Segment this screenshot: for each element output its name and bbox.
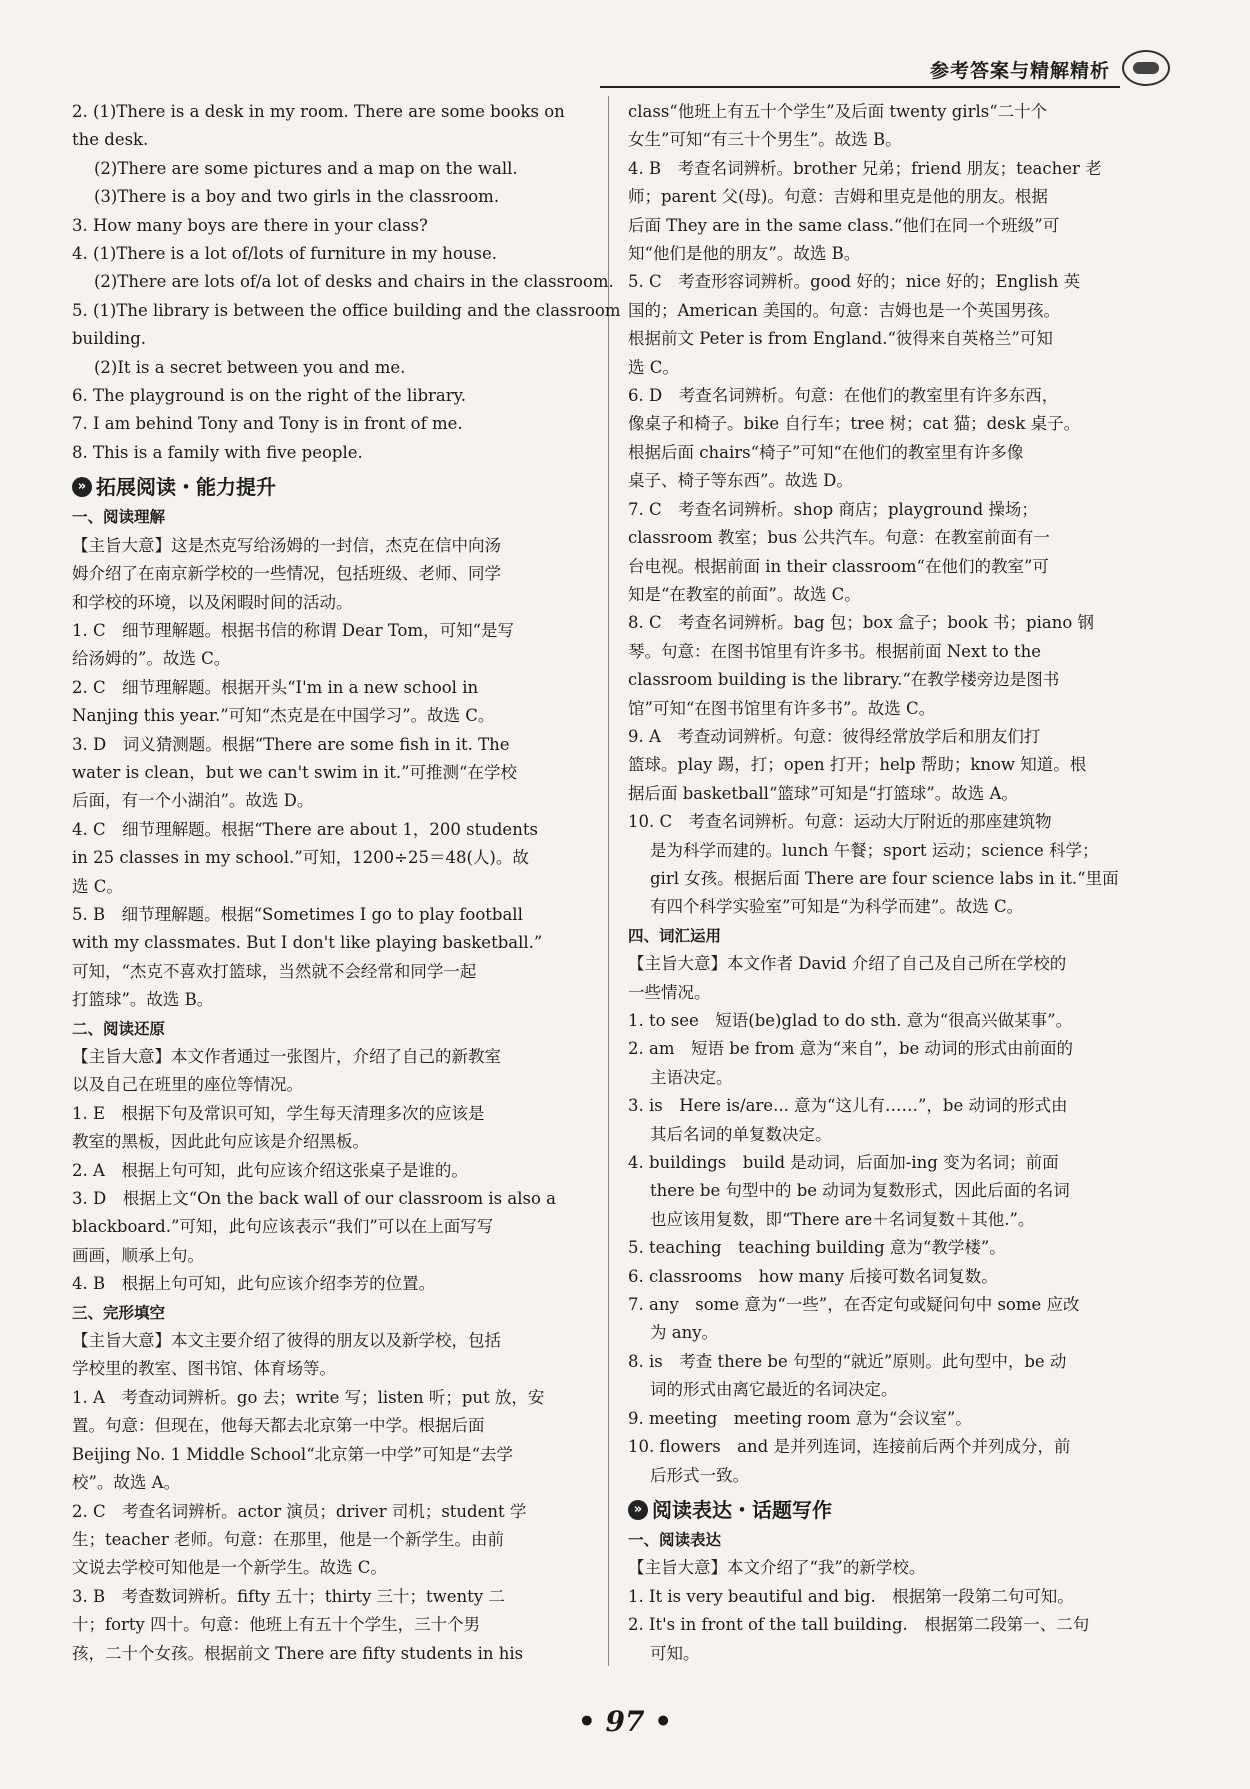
text-line: 8. This is a family with five people. — [72, 442, 363, 462]
text-line: 4. B 根据上句可知，此句应该介绍李芳的位置。 — [72, 1274, 436, 1294]
text-line: 1. It is very beautiful and big. 根据第一段第二句可知。 — [628, 1586, 1074, 1606]
text-line: 10. flowers and 是并列连词，连接前后两个并列成分，前 — [628, 1437, 1071, 1457]
text-line: (2)It is a secret between you and me. — [94, 357, 406, 377]
text-line: with my classmates. But I don't like playing basketball.” — [72, 933, 543, 953]
text-line: 知是“在教室的前面”。故选 C。 — [628, 584, 861, 604]
text-line: 2. C 细节理解题。根据开头“I'm in a new school in — [72, 677, 479, 697]
text-line: 桌子、椅子等东西”。故选 D。 — [628, 471, 853, 491]
subsection-heading: 四、词汇运用 — [628, 926, 722, 945]
section-heading — [628, 1494, 1148, 1526]
section-heading-text: 阅读表达・话题写作 — [652, 1497, 832, 1522]
text-line: 孩，二十个女孩。根据前文 There are fifty students in his — [72, 1643, 524, 1663]
text-line: there be 句型中的 be 动词为复数形式，因此后面的名词 — [650, 1181, 1070, 1201]
text-line: 十；forty 四十。句意：他班上有五十个学生，三十个男 — [72, 1615, 481, 1635]
subsection-heading: 一、阅读表达 — [628, 1530, 722, 1549]
text-line: 女生”可知“有三十个男生”。故选 B。 — [628, 130, 902, 150]
text-line: 5. C 考查形容词辨析。good 好的；nice 好的；English 英 — [628, 272, 1081, 292]
text-line: 是为科学而建的。lunch 午餐；sport 运动；science 科学； — [650, 840, 1099, 860]
text-line: 其后名词的单复数决定。 — [650, 1124, 832, 1144]
text-line: classroom building is the library.“在教学楼旁边是图书 — [628, 670, 1060, 690]
text-line: 9. A 考查动词辨析。句意：彼得经常放学后和朋友们打 — [628, 726, 1041, 746]
text-line: 置。句意：但现在，他每天都去北京第一中学。根据后面 — [72, 1416, 485, 1436]
text-line: 【主旨大意】本文主要介绍了彼得的朋友以及新学校，包括 — [72, 1331, 501, 1351]
text-line: 9. meeting meeting room 意为“会议室”。 — [628, 1408, 972, 1428]
page-header — [590, 48, 1190, 88]
text-line: 词的形式由离它最近的名词决定。 — [650, 1380, 898, 1400]
text-line: 【主旨大意】本文作者 David 介绍了自己及自己所在学校的 — [628, 954, 1067, 974]
text-line: 后形式一致。 — [650, 1465, 749, 1485]
text-line: 画画，顺承上句。 — [72, 1245, 204, 1265]
text-line: 后面 They are in the same class.“他们在同一个班级”可 — [628, 215, 1060, 235]
text-line: 可知。 — [650, 1643, 700, 1663]
text-line: 根据前文 Peter is from England.“彼得来自英格兰”可知 — [628, 329, 1053, 349]
text-line: 有四个科学实验室”可知是“为科学而建”。故选 C。 — [650, 897, 1024, 917]
text-line: in 25 classes in my school.”可知，1200÷25＝48(人)。故 — [72, 848, 529, 868]
text-line: 和学校的环境，以及闲暇时间的活动。 — [72, 592, 353, 612]
text-line: 4. B 考查名词辨析。brother 兄弟；friend 朋友；teacher 老 — [628, 158, 1102, 178]
text-line: 2. am 短语 be from 意为“来自”，be 动词的形式由前面的 — [628, 1039, 1074, 1059]
text-line: 学校里的教室、图书馆、体育场等。 — [72, 1359, 336, 1379]
text-line: water is clean，but we can't swim in it.”可推测“在学校 — [72, 762, 517, 782]
text-line: 主语决定。 — [650, 1067, 733, 1087]
text-line: 可知，“杰克不喜欢打篮球，当然就不会经常和同学一起 — [72, 961, 477, 981]
text-line: 8. C 考查名词辨析。bag 包；box 盒子；book 书；piano 钢 — [628, 613, 1095, 633]
section-heading — [72, 471, 592, 503]
text-line: 1. E 根据下句及常识可知，学生每天清理多次的应该是 — [72, 1103, 485, 1123]
text-line: 4. C 细节理解题。根据“There are about 1，200 students — [72, 819, 538, 839]
text-line: 3. D 根据上文“On the back wall of our classroom is also a — [72, 1189, 556, 1209]
subsection-heading: 一、阅读理解 — [72, 508, 166, 527]
text-line: 2. It's in front of the tall building. 根据第二段第一、二句 — [628, 1615, 1090, 1635]
text-line: 篮球。play 踢，打；open 打开；help 帮助；know 知道。根 — [628, 755, 1087, 775]
text-line: 5. (1)The library is between the office building and the classroom — [72, 300, 621, 320]
text-line: 【主旨大意】本文作者通过一张图片，介绍了自己的新教室 — [72, 1047, 501, 1066]
text-line: 以及自己在班里的座位等情况。 — [72, 1075, 303, 1095]
section-arrow-icon: » — [72, 477, 92, 497]
text-line: 姆介绍了在南京新学校的一些情况，包括班级、老师、同学 — [72, 564, 501, 584]
text-line: 【主旨大意】这是杰克写给汤姆的一封信，杰克在信中向汤 — [72, 535, 501, 555]
page-number: • 97 • — [577, 1705, 673, 1738]
text-line: 【主旨大意】本文介绍了“我”的新学校。 — [628, 1558, 926, 1578]
text-line: 选 C。 — [72, 876, 123, 896]
text-line: 2. A 根据上句可知，此句应该介绍这张桌子是谁的。 — [72, 1160, 468, 1180]
text-line: 教室的黑板，因此此句应该是介绍黑板。 — [72, 1132, 369, 1152]
text-line: 给汤姆的”。故选 C。 — [72, 649, 231, 669]
text-line: 7. C 考查名词辨析。shop 商店；playground 操场； — [628, 499, 1038, 519]
header-rule — [600, 86, 1120, 88]
text-line: 6. classrooms how many 后接可数名词复数。 — [628, 1266, 998, 1286]
subsection-heading: 三、完形填空 — [72, 1303, 166, 1322]
text-line: 3. How many boys are there in your class? — [72, 215, 428, 235]
text-line: 4. buildings build 是动词，后面加-ing 变为名词；前面 — [628, 1153, 1059, 1173]
text-line: 5. teaching teaching building 意为“教学楼”。 — [628, 1238, 1006, 1258]
section-heading-text: 拓展阅读・能力提升 — [96, 475, 276, 500]
text-line: 为 any。 — [650, 1323, 719, 1343]
text-line: 6. The playground is on the right of the library. — [72, 386, 467, 406]
text-line: 台电视。根据前面 in their classroom“在他们的教室”可 — [628, 556, 1049, 576]
text-line: 1. C 细节理解题。根据书信的称谓 Dear Tom，可知“是写 — [72, 620, 515, 640]
text-line: 文说去学校可知他是一个新学生。故选 C。 — [72, 1558, 387, 1578]
left-column — [72, 98, 621, 1668]
text-line: 据后面 basketball“篮球”可知是“打篮球”。故选 A。 — [628, 783, 1018, 803]
text-line: Beijing No. 1 Middle School“北京第一中学”可知是“去学 — [72, 1444, 514, 1464]
text-line: 4. (1)There is a lot of/lots of furniture in my house. — [72, 244, 497, 264]
text-line: 琴。句意：在图书馆里有许多书。根据前面 Next to the — [628, 641, 1041, 661]
text-line: 国的；American 美国的。句意：吉姆也是一个英国男孩。 — [628, 300, 1060, 320]
text-line: 5. B 细节理解题。根据“Sometimes I go to play football — [72, 904, 523, 924]
text-line: (3)There is a boy and two girls in the classroom. — [94, 187, 500, 207]
text-line: class“他班上有五十个学生”及后面 twenty girls“二十个 — [628, 102, 1048, 121]
text-line: 3. is Here is/are... 意为“这儿有……”，be 动词的形式由 — [628, 1096, 1068, 1116]
book-logo-icon — [1122, 50, 1170, 86]
text-line: the desk. — [72, 130, 149, 150]
text-line: 一些情况。 — [628, 982, 711, 1002]
text-line: 像桌子和椅子。bike 自行车；tree 树；cat 猫；desk 桌子。 — [628, 414, 1081, 434]
text-line: 3. B 考查数词辨析。fifty 五十；thirty 三十；twenty 二 — [72, 1586, 505, 1606]
text-line: 打篮球”。故选 B。 — [72, 990, 214, 1010]
text-line: Nanjing this year.”可知“杰克是在中国学习”。故选 C。 — [72, 706, 495, 726]
text-line: 校”。故选 A。 — [72, 1473, 181, 1493]
text-line: 6. D 考查名词辨析。句意：在他们的教室里有许多东西， — [628, 386, 1059, 406]
text-line: 1. to see 短语(be)glad to do sth. 意为“很高兴做某事”。 — [628, 1011, 1073, 1030]
text-line: 2. C 考查名词辨析。actor 演员；driver 司机；student 学 — [72, 1501, 527, 1521]
text-line: 生；teacher 老师。句意：在那里，他是一个新学生。由前 — [72, 1529, 504, 1549]
right-column — [628, 98, 1148, 1668]
text-line: (2)There are some pictures and a map on the wall. — [94, 158, 518, 178]
text-line: 2. (1)There is a desk in my room. There are some books on — [72, 102, 565, 121]
text-line: 馆”可知“在图书馆里有许多书”。故选 C。 — [628, 698, 936, 718]
text-line: 选 C。 — [628, 357, 679, 377]
text-line: 1. A 考查动词辨析。go 去；write 写；listen 听；put 放，安 — [72, 1387, 545, 1407]
text-line: 8. is 考查 there be 句型的“就近”原则。此句型中，be 动 — [628, 1351, 1067, 1371]
text-line: girl 女孩。根据后面 There are four science labs in it.“里面 — [650, 868, 1119, 888]
text-line: 后面，有一个小湖泊”。故选 D。 — [72, 791, 314, 811]
text-line: 10. C 考查名词辨析。句意：运动大厅附近的那座建筑物 — [628, 812, 1052, 832]
section-arrow-icon: » — [628, 1500, 648, 1520]
text-line: 3. D 词义猜测题。根据“There are some fish in it. The — [72, 734, 510, 754]
text-line: classroom 教室；bus 公共汽车。句意：在教室前面有一 — [628, 528, 1050, 548]
text-line: building. — [72, 329, 147, 349]
text-line: 师；parent 父(母)。句意：吉姆和里克是他的朋友。根据 — [628, 187, 1048, 207]
text-line: 知“他们是他的朋友”。故选 B。 — [628, 244, 861, 264]
text-line: 根据后面 chairs“椅子”可知“在他们的教室里有许多像 — [628, 442, 1024, 462]
text-line: blackboard.”可知，此句应该表示“我们”可以在上面写写 — [72, 1217, 494, 1237]
column-divider — [608, 96, 609, 1666]
text-line: (2)There are lots of/a lot of desks and chairs in the classroom. — [94, 272, 614, 292]
subsection-heading: 二、阅读还原 — [72, 1019, 166, 1038]
text-line: 也应该用复数，即“There are＋名词复数＋其他.”。 — [650, 1209, 1035, 1229]
text-line: 7. I am behind Tony and Tony is in front of me. — [72, 414, 463, 434]
header-title: 参考答案与精解精析 — [929, 60, 1110, 82]
text-line: 7. any some 意为“一些”，在否定句或疑问句中 some 应改 — [628, 1295, 1080, 1315]
